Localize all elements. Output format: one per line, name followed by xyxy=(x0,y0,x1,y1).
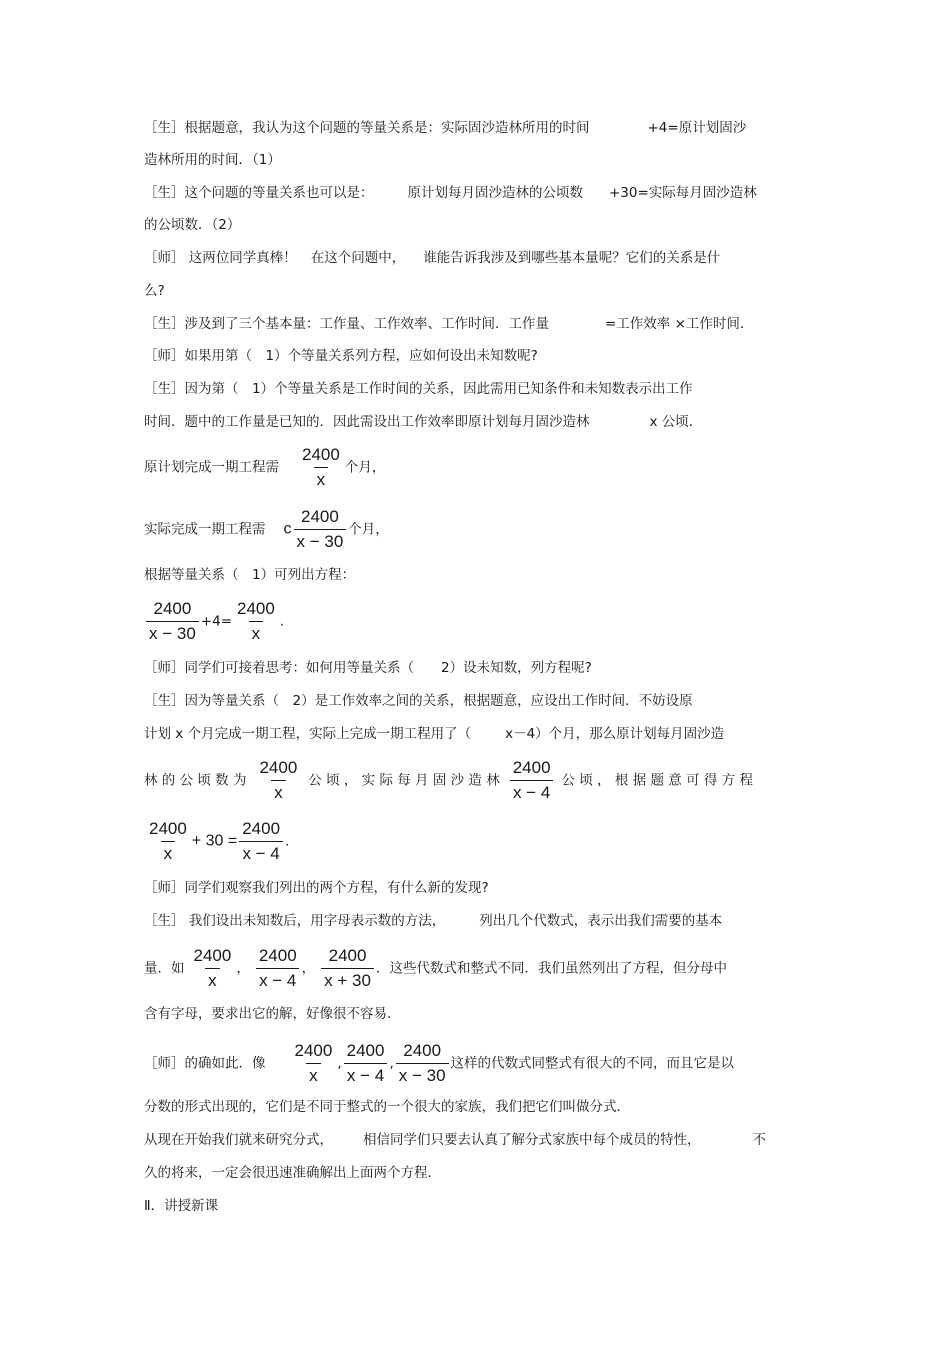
plan-time-line: 原计划完成一期工程需 $\frac{2400}{x}$ 个月， xyxy=(144,445,386,489)
fraction-2400-over-x-minus-30: $\frac{2400}{x - 30}$ xyxy=(396,1040,449,1087)
text-line-18: 林 的 公 顷 数 为 $\frac{2400}{x}$ 公 顷 ， 实 际 每 月 固 沙 造 林 $\frac{2400}{x - 4}$ 公 顷 ， 根 据 题 意 可 得 方 程 xyxy=(144,758,753,802)
text-line-20: ［师］同学们观察我们列出的两个方程，有什么新的发现? xyxy=(144,880,489,896)
fraction-2400-over-x-minus-30: $\frac{2400}{x - 30}$ xyxy=(294,506,347,553)
actual-time-line: 实际完成一期工程需 c $\frac{2400}{x - 30}$ 个月， xyxy=(144,507,389,551)
fraction-2400-over-x-plus-30: $\frac{2400}{x + 30}$ xyxy=(321,945,374,992)
fraction-2400-over-x-minus-4: $\frac{2400}{x - 4}$ xyxy=(510,757,554,804)
fraction-2400-over-x-minus-30: $\frac{2400}{x - 30}$ xyxy=(146,598,199,645)
text-line-22: 量．如 $\frac{2400}{x}$ ， $\frac{2400}{x - 4}$ ， $\frac{2400}{x + 30}$ ．这些代数式和整式不同．我们虽然列出了方程，但分母中 xyxy=(144,946,727,990)
text-line-1: ［生］根据题意，我认为这个问题的等量关系是：实际固沙造林所用的时间 +4=原计划固沙 xyxy=(144,120,747,136)
text-line-25: 分数的形式出现的，它们是不同于整式的一个很大的家族，我们把它们叫做分式． xyxy=(144,1099,630,1115)
text-line-8: ［师］如果用第（ 1）个等量关系列方程，应如何设出未知数呢? xyxy=(144,348,538,364)
text-line-16: ［生］因为等量关系（ 2）是工作效率之间的关系，根据题意，应设出工作时间．不妨设原 xyxy=(144,693,693,709)
equation-2: $\frac{2400}{x}$ + 30 = $\frac{2400}{x - 4}$ . xyxy=(144,818,289,865)
section-heading: Ⅱ．讲授新课 xyxy=(144,1198,219,1214)
fraction-2400-over-x-minus-4: $\frac{2400}{x - 4}$ xyxy=(344,1040,388,1087)
text-line-2: 造林所用的时间．（1） xyxy=(144,152,281,168)
text-line-23: 含有字母，要求出它的解，好像很不容易． xyxy=(144,1006,401,1022)
text-line-3: ［生］这个问题的等量关系也可以是： 原计划每月固沙造林的公顷数 +30=实际每月固沙造林 xyxy=(144,185,757,201)
text-line-24: ［师］的确如此．像 $\frac{2400}{x}$ , $\frac{2400}{x - 4}$ , $\frac{2400}{x - 30}$ 这样的代数式同整式有很大的不同，而且它是以 xyxy=(144,1041,735,1085)
text-line-5: ［师］ 这两位同学真棒！ 在这个问题中， 谁能告诉我涉及到哪些基本量呢？它们的关系是什 xyxy=(144,250,721,266)
text-line-7: ［生］涉及到了三个基本量：工作量、工作效率、工作时间．工作量 =工作效率 ×工作时间． xyxy=(144,316,754,332)
text-line-17: 计划 x 个月完成一期工程，实际上完成一期工程用了（ x－4）个月，那么原计划每月固沙造 xyxy=(144,726,725,742)
fraction-2400-over-x: $\frac{2400}{x}$ xyxy=(294,1041,333,1085)
text-line-9: ［生］因为第（ 1）个等量关系是工作时间的关系，因此需用已知条件和未知数表示出工作 xyxy=(144,381,693,397)
text-line-27: 久的将来，一定会很迅速准确解出上面两个方程． xyxy=(144,1165,441,1181)
text-line-15: ［师］同学们可接着思考：如何用等量关系（ 2）设未知数，列方程呢? xyxy=(144,660,592,676)
text-line-21: ［生］ 我们设出未知数后，用字母表示数的方法， 列出几个代数式，表示出我们需要的基本 xyxy=(144,913,723,929)
fraction-2400-over-x: $\frac{2400}{x}$ xyxy=(302,445,340,489)
text-line-13: 根据等量关系（ 1）可列出方程： xyxy=(144,567,356,583)
equation-1: $\frac{2400}{x - 30}$ +4= $\frac{2400}{x}$ . xyxy=(144,598,284,645)
fraction-2400-over-x: $\frac{2400}{x}$ xyxy=(149,819,187,863)
fraction-2400-over-x: $\frac{2400}{x}$ xyxy=(193,946,232,990)
fraction-2400-over-x: $\frac{2400}{x}$ xyxy=(237,599,275,643)
text-line-10: 时间．题中的工作量是已知的．因此需设出工作效率即原计划每月固沙造林 x 公顷． xyxy=(144,414,703,430)
text-line-6: 么? xyxy=(144,283,165,299)
text-line-4: 的公顷数．（2） xyxy=(144,217,241,233)
fraction-2400-over-x: $\frac{2400}{x}$ xyxy=(259,758,298,802)
fraction-2400-over-x-minus-4: $\frac{2400}{x - 4}$ xyxy=(239,818,283,865)
fraction-2400-over-x-minus-4: $\frac{2400}{x - 4}$ xyxy=(256,945,300,992)
text-line-26: 从现在开始我们就来研究分式， 相信同学们只要去认真了解分式家族中每个成员的特性， 不 xyxy=(144,1132,766,1148)
